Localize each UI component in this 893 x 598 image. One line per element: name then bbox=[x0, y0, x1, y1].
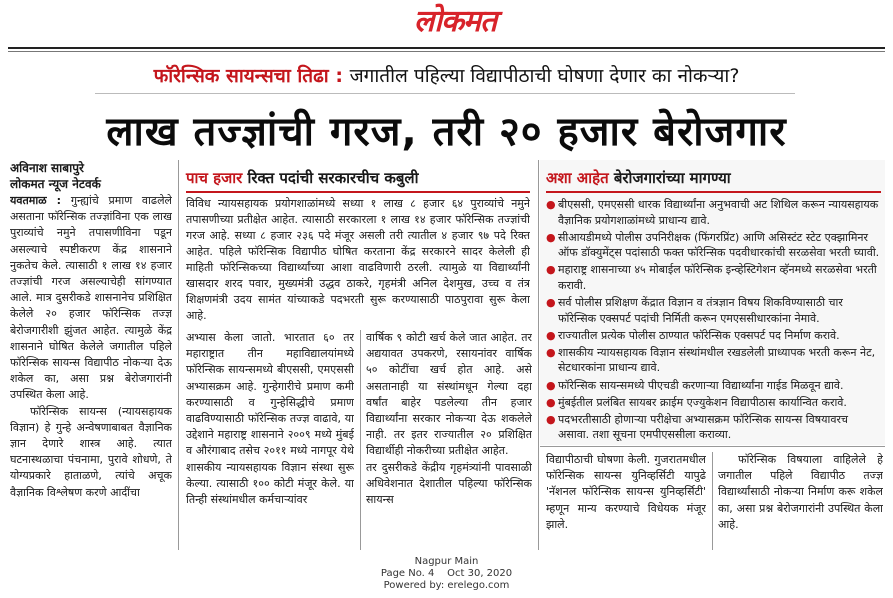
demand-text: फॉरेन्सिक सायन्समध्ये पीएचडी करणाऱ्या विद्यार्थ्यांना गाईड मिळवून द्यावे. bbox=[558, 378, 844, 392]
right-panel-rule bbox=[540, 446, 885, 447]
byline-org: लोकमत न्यूज नेटवर्क bbox=[10, 177, 101, 191]
article-column-3: वार्षिक ९ कोटी खर्च केले जात आहेत. तर अद्ययावत उपकरणे, रसायनांवर वार्षिक ५० कोटींचा खर्च होत आहे. असे असतानाही या संस्थांमधून गेल्या दहा वर्षांत बाहेर पडलेल्या तीन हजार विद्यार्थ्यांना सरकार नोकऱ्या देऊ शकलेले नाही. तर इतर राज्यातील २० प्रशिक्षित विद्यार्थीही नोकरीच्या प्रतीक्षेत आहेत. तर दुसरीकडे केंद्रीय गृहमंत्र्यांनी पावसाळी अधिवेशनात देशातील पहिल्या फॉरेन्सिक सायन्स bbox=[366, 331, 532, 507]
demand-item bbox=[546, 345, 881, 376]
bullet-icon: ● bbox=[546, 230, 556, 244]
demand-text: बीएससी, एमएससी धारक विद्यार्थ्यांना अनुभवाची अट शिथिल करून न्यायसहायक वैज्ञानिक प्रयोगशाळांमध्ये प्राधान्य द्यावे. bbox=[558, 198, 879, 227]
dateline: यवतमाळ : bbox=[10, 194, 62, 207]
byline bbox=[10, 160, 170, 192]
center-title-black: रिक्त पदांची सरकारचीच कबुली bbox=[247, 169, 419, 187]
masthead-rule bbox=[8, 47, 885, 49]
demand-text: सीआयडीमध्ये पोलीस उपनिरीक्षक (फिंगरप्रिंट) आणि असिस्टंट स्टेट एक्झामिनर ऑफ डॉक्युमेंट्स पदांसाठी फक्त फॉरेन्सिक पदवीधारकांची सरळसेवा भरती घ्यावी. bbox=[558, 230, 880, 260]
bullet-icon: ● bbox=[546, 198, 556, 211]
demand-item bbox=[546, 230, 881, 261]
center-section-title bbox=[186, 168, 418, 188]
demand-item bbox=[546, 197, 881, 228]
headline: लाख तज्ज्ञांची गरज, तरी २० हजार बेरोजगार bbox=[106, 109, 787, 155]
bullet-icon: ● bbox=[546, 263, 556, 277]
kicker-text: जगातील पहिल्या विद्यापीठाची घोषणा देणार का नोकऱ्या? bbox=[349, 65, 740, 87]
footer-page: Page No. 4 Oct 30, 2020 bbox=[380, 568, 513, 579]
article-column-5: फॉरेन्सिक विषयाला वाहिलेले हे जगातील पहिले विद्यापीठ तज्ज्ञ विद्यार्थ्यांसाठी नोकऱ्या निर्माण करू शकेल का, असा प्रश्न बेरोजगारांनी उपस्थित केला आहे. bbox=[718, 453, 883, 531]
center-title-underline bbox=[186, 191, 530, 193]
right-section-title bbox=[546, 168, 731, 188]
bullet-icon: ● bbox=[546, 296, 556, 310]
footer-edition: Nagpur Main bbox=[414, 556, 479, 567]
bullet-icon: ● bbox=[546, 328, 556, 342]
demand-text: मुंबईतील प्रलंबित सायबर क्राईम एज्युकेशन विद्यापीठास कार्यान्वित करावे. bbox=[558, 395, 847, 409]
center-box-text: विविध न्यायसहायक प्रयोगशाळांमध्ये सध्या १ लाख ८ हजार ६४ पुराव्यांचे नमुने तपासणीच्या प्रतीक्षेत आहेत. त्यासाठी सरकारला १ लाख १४ हजार फॉरेन्सिक तज्ज्ञांची गरज आहे. सध्या ८ हजार २३६ पदे मंजूर असली तरी त्यातील ४ हजार ९७ पदे रिक्त आहेत. पहिले फॉरेन्सिक विद्यापीठ घोषित करताना केंद्र सरकारने सादर केलेली ही माहिती फॉरेन्सिकच्या विद्यार्थ्यांच्या आशा वाढविणारी ठरली. त्यामुळे या विद्यार्थ्यांनी खासदार शरद पवार, मुख्यमंत्री उद्धव ठाकरे, गृहमंत्री अनिल देशमुख, उच्च व तंत्र शिक्षणमंत्री उदय सामंत यांच्याकडे पदभरती सुरू करण्यासाठी पाठपुरावा सुरू केला आहे. bbox=[186, 197, 530, 322]
demand-item bbox=[546, 412, 881, 443]
masthead-rule-thin bbox=[8, 51, 885, 52]
demand-item bbox=[546, 295, 881, 326]
footer-powered: Powered by: erelego.com bbox=[383, 580, 510, 591]
right-title-red: अशा आहेत bbox=[546, 169, 609, 187]
column-1-paragraph-1: गुन्ह्यांचे प्रमाण वाढलेले असताना फॉरेन्सिक तज्ज्ञांविना एक लाख पुराव्यांचे नमुने तपासणीविना पडून असल्याचे स्पष्टीकरण केंद्र शासनाने नुकतेच केले. त्यासाठी १ लाख १४ हजार तज्ज्ञांची गरज असल्याचेही सांगण्यात आले. मात्र दुसरीकडे शासनानेच प्रशिक्षित केलेले २० हजार फॉरेन्सिक तज्ज्ञ बेरोजगारीशी झुंजत आहेत. त्यामुळे केंद्र शासनाने घोषित केलेले जगातील पहिले फॉरेन्सिक सायन्स विद्यापीठ नोकऱ्या देऊ शकेल का, असा प्रश्न बेरोजगारांनी उपस्थित केला आहे. bbox=[10, 194, 172, 402]
center-title-red: पाच हजार bbox=[186, 169, 243, 187]
demand-item bbox=[546, 328, 881, 344]
bullet-icon: ● bbox=[546, 395, 556, 409]
masthead bbox=[0, 0, 893, 52]
demand-text: शासकीय न्यायसहायक विज्ञान संस्थांमधील रखडलेली प्राध्यापक भरती करून नेट, सेटधारकांना प्राधान्य द्यावे. bbox=[558, 345, 876, 375]
byline-author: अविनाश साबापुरे bbox=[10, 161, 84, 175]
bullet-icon: ● bbox=[546, 378, 556, 392]
demand-text: सर्व पोलीस प्रशिक्षण केंद्रात विज्ञान व तंत्रज्ञान विषय शिकविण्यासाठी चार फॉरेन्सिक एक्सपर्ट पदांची निर्मिती करून एमएससीधारकांना नेमावे. bbox=[558, 296, 843, 325]
demand-item bbox=[546, 262, 881, 293]
page-footer bbox=[0, 556, 893, 592]
kicker-label: फॉरेन्सिक सायन्सचा तिढा : bbox=[153, 65, 343, 87]
column-divider bbox=[538, 160, 539, 550]
article-column-2: अभ्यास केला जातो. भारतात ६० तर महाराष्ट्रात तीन महाविद्यालयांमध्ये फॉरेन्सिक सायन्समध्ये बीएससी, एमएससी अभ्यासक्रम आहे. गुन्हेगारीचे प्रमाण कमी करण्यासाठी व गुन्हेसिद्धीचे प्रमाण वाढविण्यासाठी फॉरेन्सिक तज्ज्ञ वाढावे, या उद्देशाने महाराष्ट्र शासनाने २००९ मध्ये मुंबई व औरंगाबाद तसेच २०११ मध्ये नागपूर येथे शासकीय न्यायसहायक विज्ञान संस्था सुरू केल्या. त्यासाठी १०० कोटी मंजूर केले. या तिन्ही संस्थांमधील कर्मचाऱ्यांवर bbox=[186, 331, 354, 507]
bullet-icon: ● bbox=[546, 412, 556, 426]
demand-text: महाराष्ट्र शासनाच्या ४५ मोबाईल फॉरेन्सिक इन्व्हेस्टिगेशन व्हॅनमध्ये सरळसेवा भरती करावी. bbox=[558, 263, 877, 292]
column-divider bbox=[178, 160, 179, 550]
article-column-1 bbox=[10, 193, 172, 550]
demand-item bbox=[546, 395, 881, 411]
column-divider bbox=[360, 330, 361, 550]
right-title-black: बेरोजगारांच्या मागण्या bbox=[613, 169, 731, 187]
article-column-4: विद्यापीठाची घोषणा केली. गुजरातमधील फॉरेन्सिक सायन्स युनिव्हर्सिटी यापुढे 'नॅशनल फॉरेन्सिक सायन्स युनिव्हर्सिटी' म्हणून मान्य करण्याचे विधेयक मंजूर झाले. bbox=[546, 453, 706, 531]
bullet-icon: ● bbox=[546, 345, 556, 359]
column-divider bbox=[712, 452, 713, 550]
kicker bbox=[0, 62, 893, 90]
kicker-rule bbox=[95, 93, 795, 94]
demand-text: राज्यातील प्रत्येक पोलीस ठाण्यात फॉरेन्सिक एक्सपर्ट पद निर्माण करावे. bbox=[558, 328, 840, 342]
demand-item bbox=[546, 378, 881, 394]
column-1-paragraph-2: फॉरेन्सिक सायन्स (न्यायसहायक विज्ञान) हे गुन्हे अन्वेषणाबाबत वैज्ञानिक ज्ञान देणारे शास्त्र आहे. त्यात घटनास्थळाचा पंचनामा, पुरावे शोधणे, ते योग्यप्रकारे हाताळणे, त्यांचे अचूक वैज्ञानिक विश्लेषण करणे आदींचा bbox=[10, 404, 172, 499]
right-title-underline bbox=[546, 191, 881, 193]
demands-list bbox=[546, 197, 881, 444]
newspaper-logo: लोकमत bbox=[413, 4, 497, 39]
demand-text: पदभरतीसाठी होणाऱ्या परीक्षेचा अभ्यासक्रम फॉरेन्सिक सायन्स विषयावरच असावा. तशा सूचना एमपीएससीला कराव्या. bbox=[558, 412, 848, 442]
